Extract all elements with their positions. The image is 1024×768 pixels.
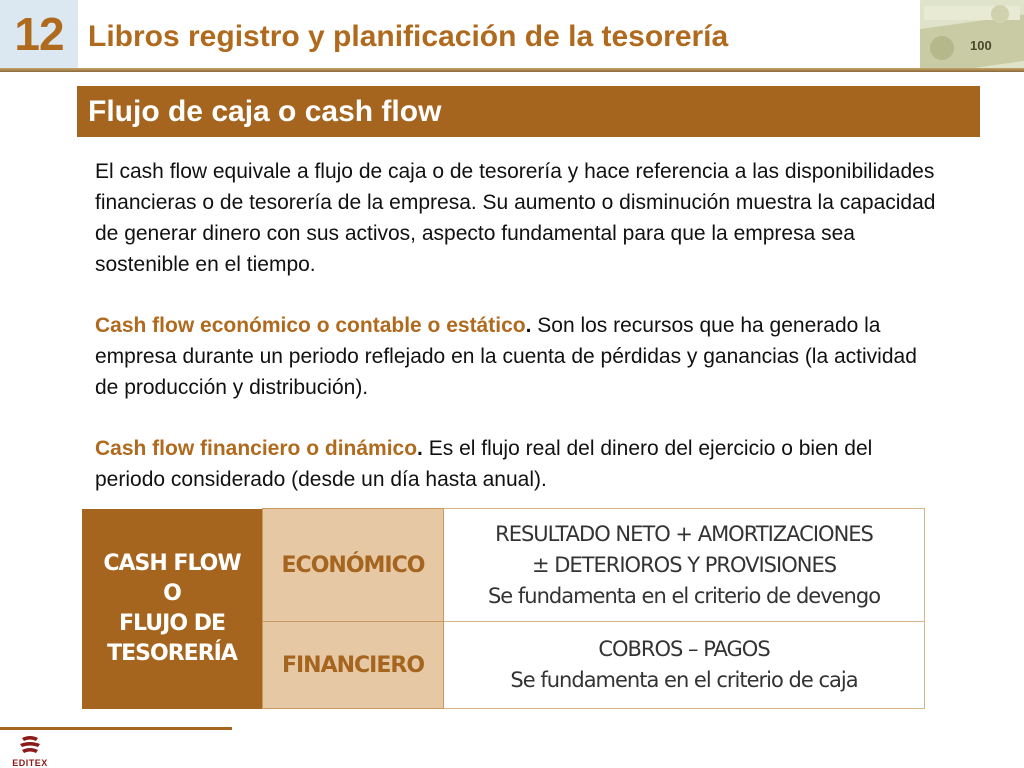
- economic-type-cell: ECONÓMICO: [263, 509, 444, 622]
- main-cell-line: FLUJO DE: [119, 610, 225, 636]
- financial-type-cell: FINANCIERO: [263, 622, 444, 709]
- cash-flow-main-cell: [82, 509, 263, 709]
- economic-description: Son los recursos que ha generado la empresa durante un periodo reflejado en la cuenta de pérdidas y ganancias (la actividad de producción y distribución).: [95, 314, 917, 399]
- banknote-illustration: [920, 0, 1024, 68]
- banknote-image: [920, 0, 1024, 68]
- banknote-label: 100: [970, 38, 992, 53]
- chapter-title: Libros registro y planificación de la tesorería: [88, 20, 729, 53]
- financial-formula-line: COBROS – PAGOS: [598, 637, 770, 661]
- economic-criterion: Se fundamenta en el criterio de devengo: [487, 583, 881, 608]
- editex-logo-icon: [8, 735, 52, 755]
- economic-term-period: .: [525, 314, 532, 337]
- body-content: [95, 156, 945, 525]
- editex-logo-text: EDITEX: [12, 758, 48, 768]
- main-cell-line: CASH FLOW: [103, 550, 241, 576]
- slide-header: [0, 0, 1024, 72]
- economic-paragraph: [95, 310, 945, 403]
- main-cell-line: O: [163, 580, 181, 606]
- financial-description-cell: [444, 622, 925, 709]
- financial-term-period: .: [417, 437, 423, 460]
- table-row: [82, 509, 925, 622]
- economic-description-cell: [444, 509, 925, 622]
- main-cell-line: TESORERÍA: [107, 640, 237, 666]
- financial-term: Cash flow financiero o dinámico: [95, 437, 418, 460]
- intro-paragraph: El cash flow equivale a flujo de caja o de tesorería y hace referencia a las disponibilidades financieras o de tesorería de la empresa. Su aumento o disminución muestra la capacidad de generar dinero con sus activos, aspecto fundamental para que la empresa sea sostenible en el tiempo.: [95, 160, 936, 276]
- section-title: Flujo de caja o cash flow: [77, 86, 980, 137]
- cash-flow-table: [82, 508, 925, 709]
- economic-formula-line: RESULTADO NETO + AMORTIZACIONES: [495, 521, 873, 546]
- financial-paragraph: [95, 433, 945, 495]
- editex-logo: [8, 735, 52, 768]
- footer-divider: [0, 727, 232, 730]
- chapter-number: 12: [0, 0, 78, 68]
- header-divider: [0, 68, 1024, 72]
- financial-criterion: Se fundamenta en el criterio de caja: [510, 668, 858, 692]
- economic-term: Cash flow económico o contable o estático: [95, 314, 526, 337]
- financial-description: Es el flujo real del dinero del ejercicio o bien del periodo considerado (desde un día hasta anual).: [95, 437, 873, 491]
- economic-formula-line: ± DETERIOROS Y PROVISIONES: [531, 552, 837, 577]
